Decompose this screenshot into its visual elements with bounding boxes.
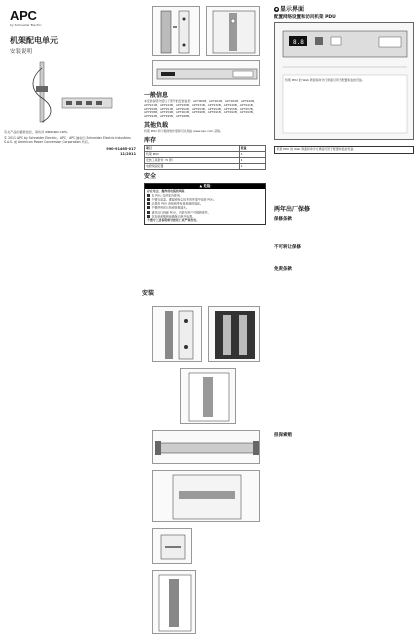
display-subheading: 配置网络设置和访问机架 PDU <box>274 15 336 20</box>
pdu-plug-illustration <box>60 92 120 116</box>
danger-title: 危险 <box>203 183 211 188</box>
table-row <box>145 163 266 169</box>
column-right <box>270 0 418 640</box>
inventory-item: 电源线固定器 <box>145 163 240 169</box>
inventory-qty: 1 <box>239 151 265 157</box>
vertical-mount-diagram <box>181 369 237 425</box>
figure-vertical-mount <box>180 368 236 424</box>
figure-rack-mount-top <box>152 6 200 56</box>
pdu-front-diagram <box>153 61 261 87</box>
document-title: 机架配电单元 <box>10 36 58 45</box>
bullet-icon <box>147 194 150 197</box>
pdu-final-diagram <box>153 571 197 635</box>
bullet-icon: ● <box>275 7 278 11</box>
safety-heading: 安全 <box>144 172 157 180</box>
rack-install-diagram <box>153 471 261 523</box>
warranty-heading: 两年出厂保修 <box>274 206 311 213</box>
display-heading-wrap <box>274 6 304 14</box>
inventory-item: 安装工具套件（5 套） <box>145 157 240 163</box>
other-loads-heading: 其他负载 <box>144 121 169 129</box>
rack-mount-diagram <box>153 7 201 57</box>
warranty-terms-heading: 保修条款 <box>274 217 292 222</box>
legal-footnotes <box>4 130 136 144</box>
figure-rack-rear <box>208 306 260 362</box>
display-heading: 显示界面 <box>280 6 305 13</box>
danger-box <box>144 183 266 225</box>
display-info-box <box>274 146 414 154</box>
other-loads-body: 机架 PDU 和下载的软件更新可从网站 www.apc.com 获取。 <box>144 128 223 133</box>
horizontal-mount-diagram <box>153 431 261 465</box>
bullet-icon <box>147 198 150 201</box>
list-item: 不要在高温、潮湿或粉尘较多的环境中安装 PDU。 <box>147 198 263 202</box>
figure-rack-install <box>152 470 260 522</box>
bullet-icon <box>147 202 150 205</box>
column-left <box>2 0 137 640</box>
warranty-nontransfer-heading: 不可转让保修 <box>274 245 301 250</box>
cord-retention-diagram <box>153 529 193 565</box>
rack-rear-diagram <box>209 307 261 363</box>
general-info-section <box>144 92 266 225</box>
warranty-exclusions-heading: 免责条款 <box>274 267 292 272</box>
inventory-qty: 1 <box>239 163 265 169</box>
figure-rack-mount-side <box>206 6 260 56</box>
list-item: 在安装或维修前确保已断开电源。 <box>147 215 263 219</box>
general-info-heading: 一般信息 <box>144 92 169 99</box>
pdu-display-figure <box>274 22 414 140</box>
list-item: 请勿自行拆卸 PDU，内部无用户可维修部件。 <box>147 211 263 215</box>
bullet-icon <box>147 206 150 209</box>
document-code <box>102 147 136 156</box>
figure-tool-less-mount <box>152 306 202 362</box>
inventory-qty: 1 <box>239 157 265 163</box>
inventory-table <box>144 145 266 170</box>
inventory-col-qty: 数量 <box>239 145 265 151</box>
apc-logo <box>10 8 50 30</box>
install-text <box>142 290 268 298</box>
document-date: 11/2011 <box>120 151 136 156</box>
figure-cord-retention <box>152 528 192 564</box>
logo-subtext: by Schneider Electric <box>10 23 42 27</box>
warranty-claims-heading: 担保索赔 <box>274 433 292 438</box>
list-item: 不要使用延长线或转换插头。 <box>147 206 263 210</box>
document-number: 990-91465-017 <box>106 147 136 151</box>
bullet-icon <box>147 211 150 214</box>
display-body: 机架 PDU 的 Web 界面和命令行界面可用于配置和监控设备。 <box>285 78 365 82</box>
rack-side-diagram <box>207 7 261 57</box>
general-info-body: 本安装说明介绍以下型号的安装信息：AP7900B、AP7901B、AP7902B、AP7920B、AP7921B、AP7922B、AP7930B、AP7931B、AP7932B、AP7940B、AP7941B、AP7950B、AP7951B、AP7952B、AP7953B、AP7954B、AP7955B、AP7957B、AP7958B、AP7959B、AP7961B、AP7990B、AP7991B、AP7992B、AP7993B、AP7994B、AP7995B、AP7998B。 <box>144 99 257 119</box>
warning-triangle-icon: ▲ <box>199 183 204 188</box>
figure-horizontal-mount <box>152 430 260 464</box>
inventory-item: 机架 PDU <box>145 151 240 157</box>
install-heading: 安装 <box>142 290 155 297</box>
display-readout: 8.8 <box>293 39 304 46</box>
list-item: 必须将 PDU 连接到带有接地端的插座。 <box>147 202 263 206</box>
document-subtitle: 安装说明 <box>10 49 33 55</box>
warranty-section <box>274 206 414 439</box>
display-info-text: 机架 PDU 的 Web 界面和命令行界面可用于配置和监控设备。 <box>276 147 357 151</box>
danger-subtitle: 存在电击、爆炸或电弧的风险 <box>147 188 185 193</box>
figure-pdu-front <box>152 60 260 86</box>
footnote-copyright: © 2011 APC by Schneider Electric。APC、APC 徽标归 Schneider Electric Industries S.A.S. 或 American Power Conversion Corporation 所有。 <box>4 136 131 144</box>
column-middle <box>140 0 268 640</box>
figure-pdu-vertical-final <box>152 570 196 634</box>
inventory-col-item: 项目 <box>145 145 240 151</box>
display-details <box>274 146 414 154</box>
danger-consequence: 不遵守上述说明将导致死亡或严重伤害。 <box>147 218 200 223</box>
list-item: 本 PDU 仅供室内使用。 <box>147 194 263 198</box>
footnote-latest: 有关产品的最新信息，请访问 www.apc.com。 <box>4 130 70 134</box>
inventory-heading: 库存 <box>144 136 157 144</box>
tool-less-diagram <box>153 307 203 363</box>
pdu-cable-illustration <box>24 58 62 128</box>
logo-text: APC <box>10 8 37 23</box>
